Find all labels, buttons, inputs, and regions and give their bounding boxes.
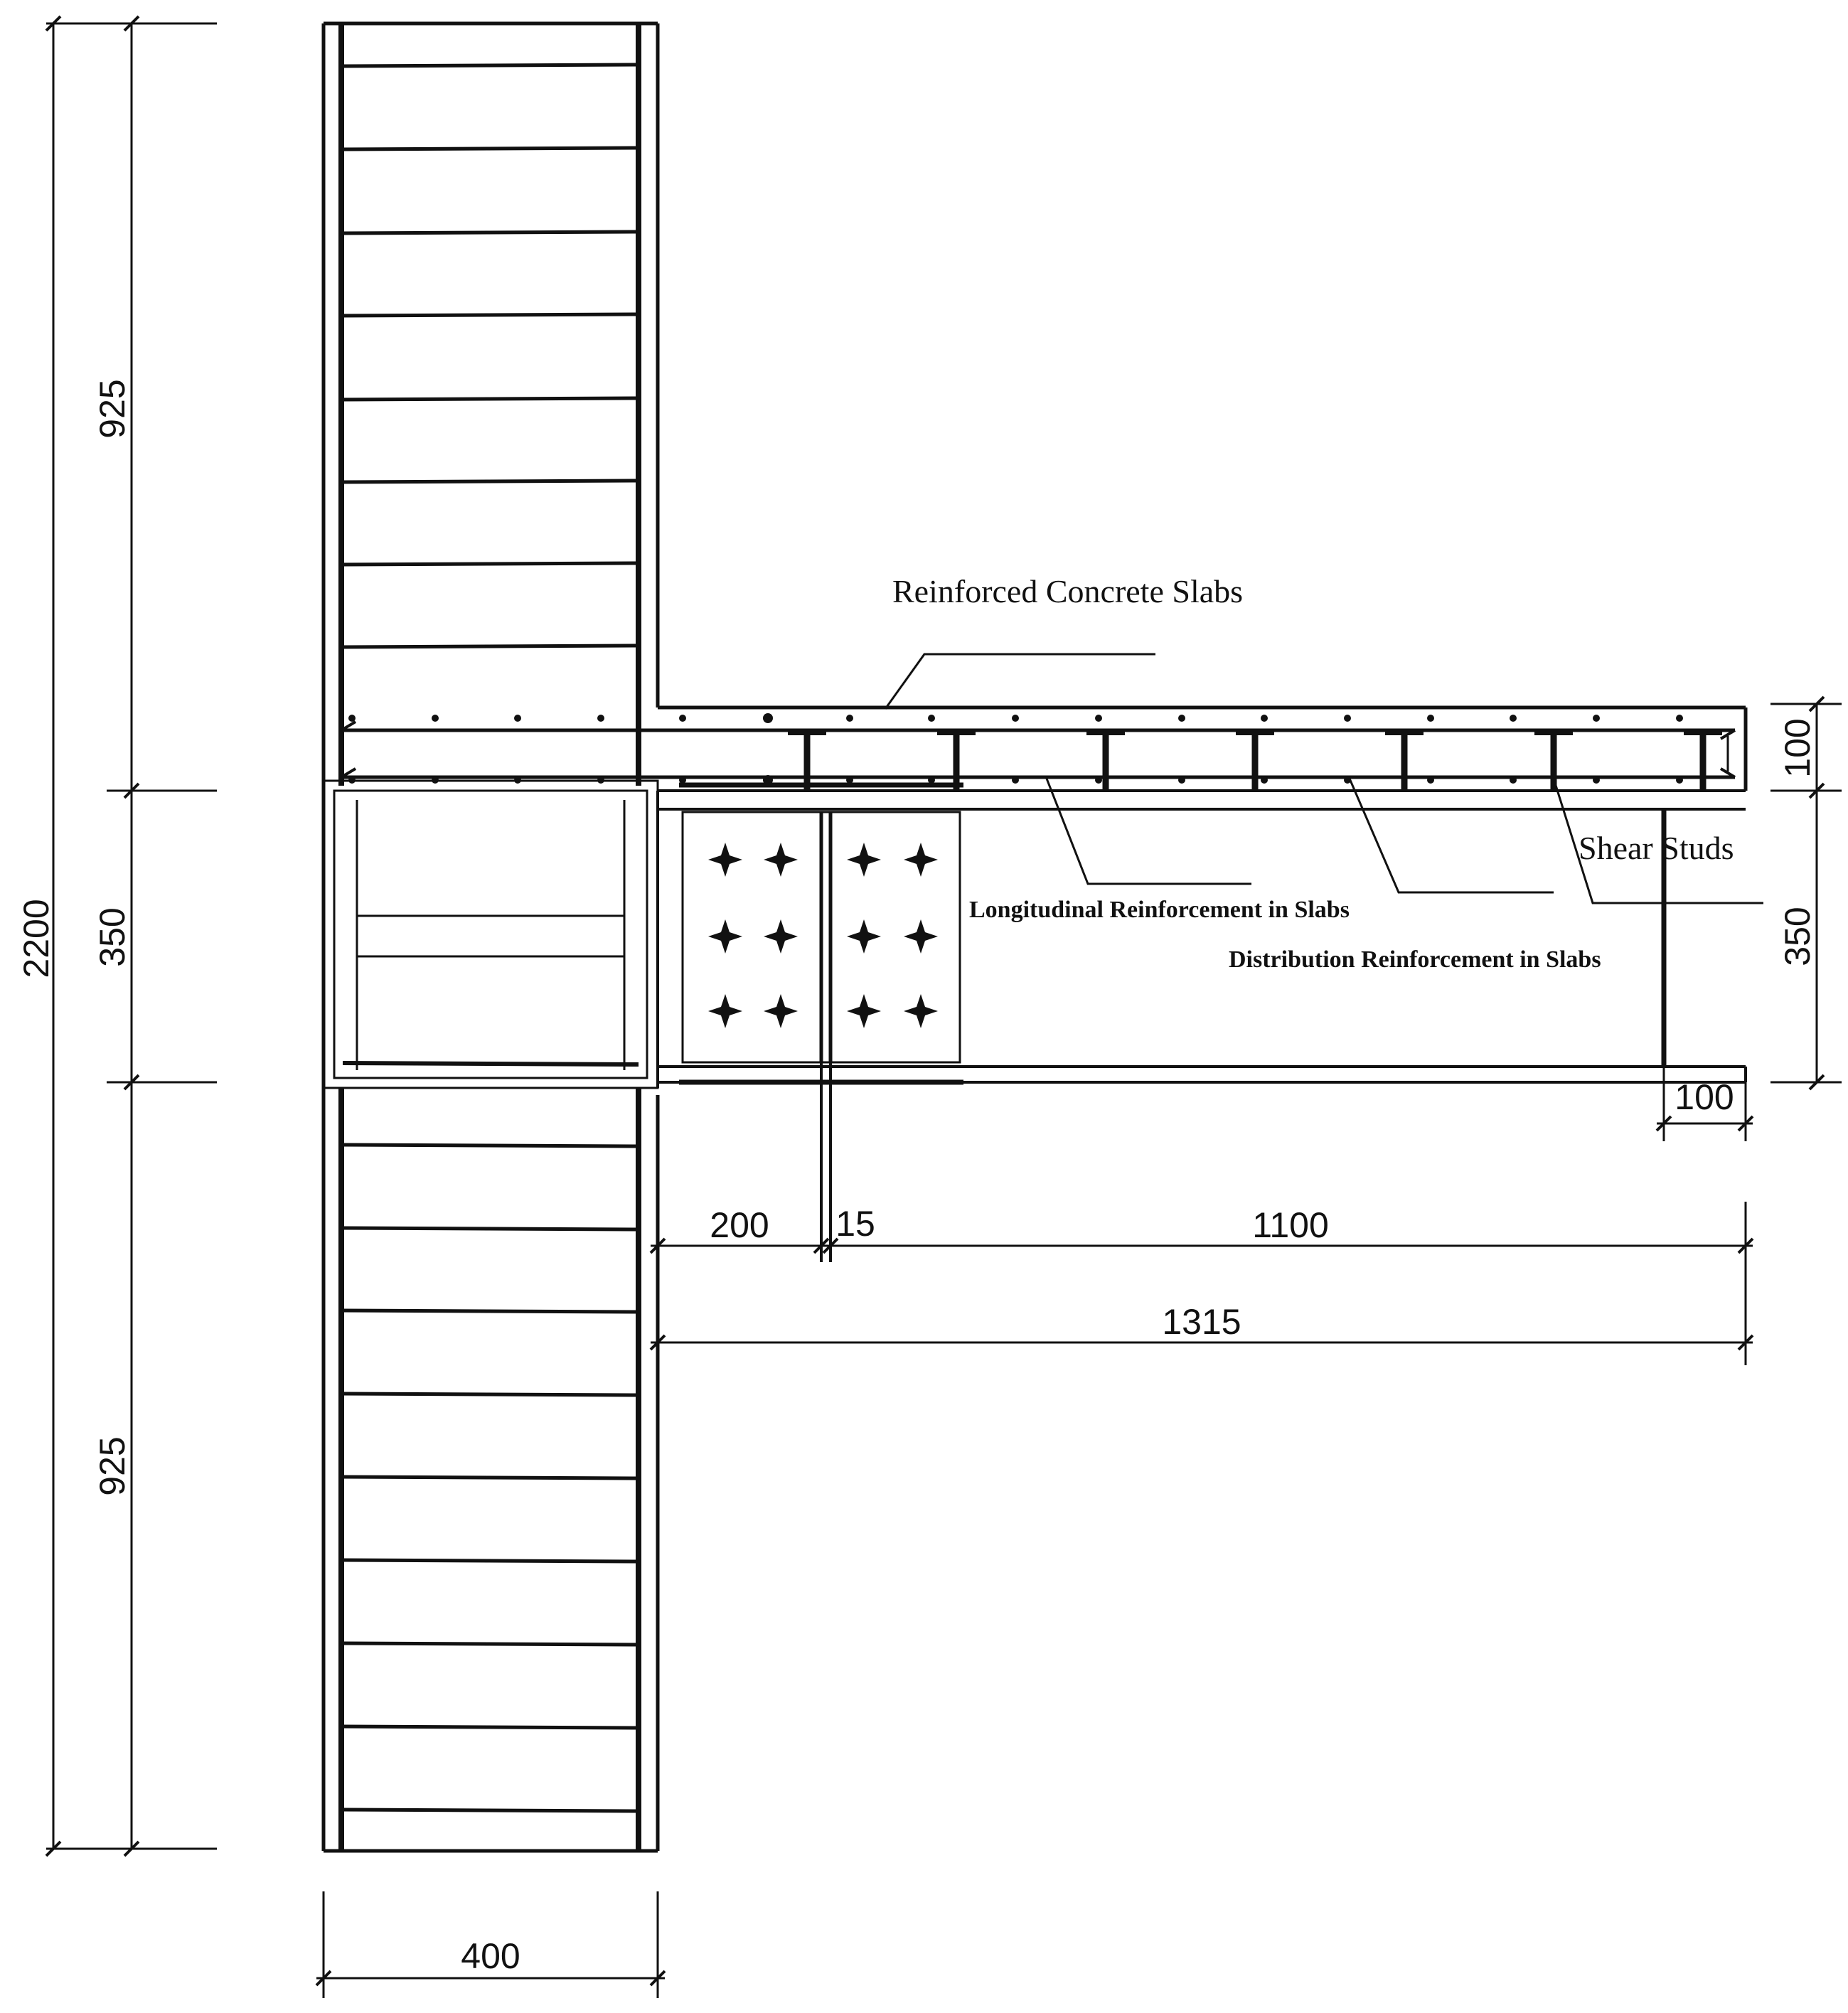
dim-total-span: 1315 — [1162, 1302, 1241, 1342]
dim-stiffener-offset: 100 — [1675, 1077, 1734, 1117]
joint-panel — [324, 781, 658, 1088]
column-stirrups-lower — [341, 1145, 639, 1811]
distribution-bars — [348, 713, 1683, 785]
shear-studs — [788, 732, 1722, 791]
label-reinforced-concrete-slabs: Reinforced Concrete Slabs — [892, 573, 1244, 609]
dim-gap: 15 — [835, 1204, 875, 1244]
dim-column-width: 400 — [461, 1936, 520, 1976]
slab-reinforcement — [341, 722, 1735, 777]
splice-plates — [683, 812, 960, 1262]
label-shear-studs: Shear Studs — [1579, 830, 1734, 866]
dim-upper-column: 925 — [92, 379, 132, 439]
label-longitudinal-reinforcement: Longitudinal Reinforcement in Slabs — [969, 897, 1350, 923]
dim-slab-thickness: 100 — [1778, 718, 1817, 778]
column-stirrups-upper — [341, 65, 639, 647]
label-distribution-reinforcement: Distribution Reinforcement in Slabs — [1229, 946, 1601, 973]
dim-beam-depth-right: 350 — [1778, 907, 1817, 966]
dim-total-height: 2200 — [16, 899, 56, 978]
dim-beam-depth-left: 350 — [92, 907, 132, 967]
dim-beam-segment: 1100 — [1252, 1205, 1329, 1245]
column — [324, 23, 658, 1851]
dim-lower-column: 925 — [92, 1436, 132, 1496]
dim-plate-length: 200 — [710, 1205, 769, 1245]
vertical-dimension-chain — [16, 16, 217, 1856]
